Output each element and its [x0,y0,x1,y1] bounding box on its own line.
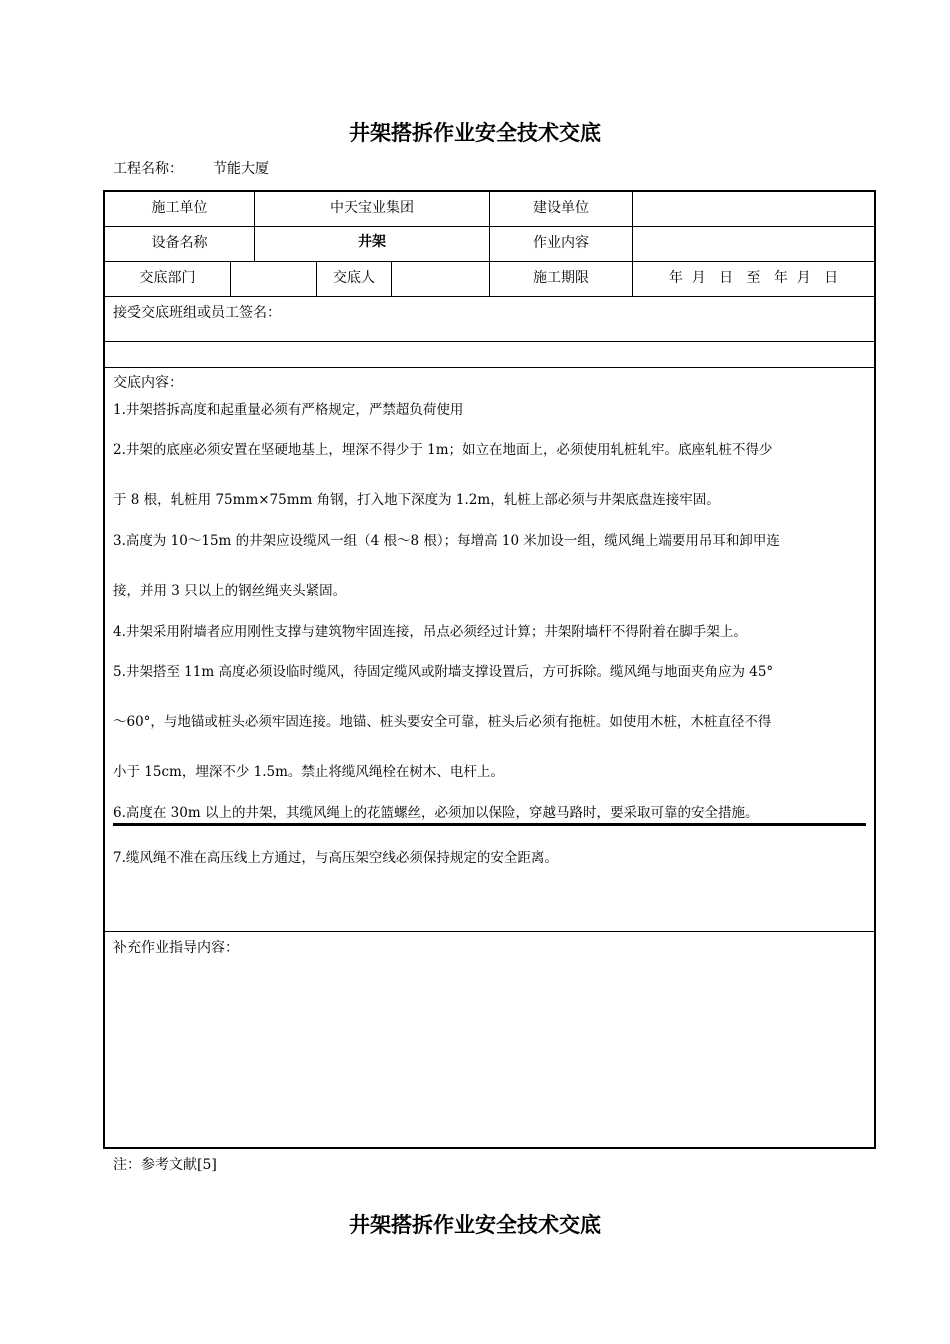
supplement-label: 补充作业指导内容： [113,940,239,956]
project-name-row [113,158,269,178]
construction-unit-label: 施工单位 [151,200,208,216]
signature-label: 接受交底班组或员工签名： [113,305,281,321]
emphasis-rule [113,823,866,826]
content-line: 接，并用 3 只以上的钢丝绳夹头紧固。 [113,583,347,599]
reference-note: 注：参考文献[5] [113,1157,217,1173]
equipment-name-value: 井架 [358,234,386,250]
content-line: 2.井架的底座必须安置在坚硬地基上，埋深不得少于 1m；如立在地面上，必须使用轧桩轧牢。底座轧桩不得少 [113,442,773,458]
discloser-label: 交底人 [333,270,375,286]
content-line: ～60°，与地锚或桩头必须牢固连接。地锚、桩头要安全可靠，桩头后必须有拖桩。如使用木桩，木桩直径不得 [113,714,772,730]
row-divider [104,367,875,368]
content-line: 7.缆风绳不准在高压线上方通过，与高压架空线必须保持规定的安全距离。 [113,850,558,866]
content-line: 5.井架搭至 11m 高度必须设临时缆风，待固定缆风或附墙支撑设置后，方可拆除。缆风绳与地面夹角应为 45° [113,664,774,680]
content-line: 小于 15cm，埋深不少 1.5m。禁止将缆风绳栓在树木、电杆上。 [113,764,504,780]
project-name-label: 工程名称： [113,161,183,177]
column-divider [230,261,231,296]
construction-period-value: 年 月 日 至 年 月 日 [668,270,839,286]
content-line: 3.高度为 10～15m 的井架应设缆风一组（4 根～8 根）；每增高 10 米加设一组，缆风绳上端要用吊耳和卸甲连 [113,533,780,549]
content-line: 4.井架采用附墙者应用刚性支撑与建筑物牢固连接，吊点必须经过计算；井架附墙杆不得附着在脚手架上。 [113,624,747,640]
document-title: 井架搭拆作业安全技术交底 [349,121,601,145]
row-divider [104,341,875,342]
content-line: 1.井架搭拆高度和起重量必须有严格规定，严禁超负荷使用 [113,402,464,418]
content-line: 于 8 根，轧桩用 75mm×75mm 角钢，打入地下深度为 1.2m，轧桩上部必须与井架底盘连接牢固。 [113,492,720,508]
disclosure-dept-label: 交底部门 [139,270,196,286]
construction-period-label: 施工期限 [533,270,589,286]
content-label: 交底内容： [113,375,183,391]
owner-unit-label: 建设单位 [533,200,589,216]
row-divider [104,931,875,932]
document-title-repeat: 井架搭拆作业安全技术交底 [349,1213,601,1237]
equipment-name-label: 设备名称 [151,235,208,251]
work-content-label: 作业内容 [533,235,589,251]
construction-unit-value: 中天宝业集团 [330,200,414,216]
content-line: 6.高度在 30m 以上的井架，其缆风绳上的花篮螺丝，必须加以保险，穿越马路时，要采取可靠的安全措施。 [113,805,759,821]
row-divider [104,296,875,297]
column-divider [391,261,392,296]
project-name-value: 节能大厦 [213,161,269,177]
